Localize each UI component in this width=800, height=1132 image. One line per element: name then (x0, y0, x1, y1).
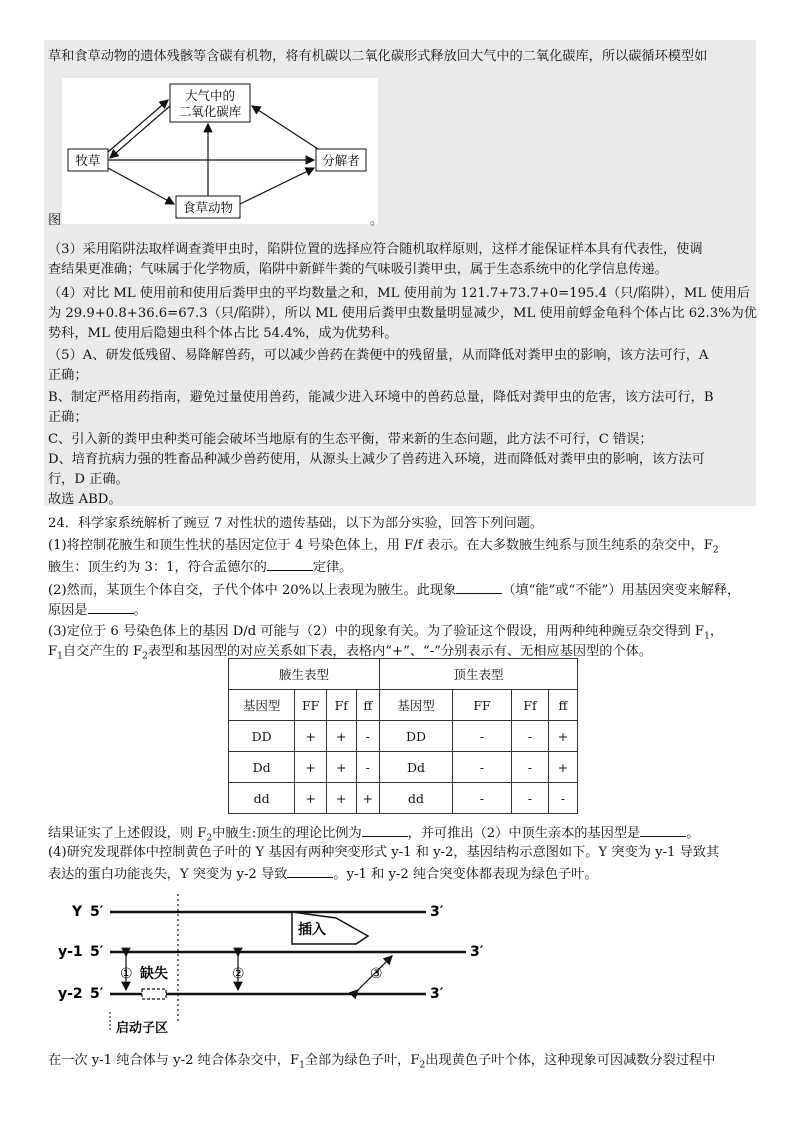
table-cell: + (295, 783, 327, 814)
table-cell: - (356, 721, 379, 752)
table-cell: + (549, 721, 578, 752)
decomposer-label: 分解者 (322, 153, 360, 168)
text-line: 腋生：顶生约为 3：1，符合孟德尔的 定律。 (48, 556, 756, 578)
text-line: $F_1$自交产生的 $F_2$表型和基因型的对应关系如下表，表格内“+”、“-”分别表示有、无相应基因型的个体。 (48, 644, 652, 662)
text-line: B、制定严格用药指南，避免过量使用兽药，能减少进入环境中的兽药总量，降低对粪甲虫的危害，该方法可行，B (48, 390, 714, 405)
three-prime: 3′ (470, 944, 484, 960)
answer-blank[interactable] (640, 822, 686, 837)
table-cell: - (549, 783, 578, 814)
table-cell: + (549, 752, 578, 783)
insertion-label: 插入 (298, 922, 326, 938)
answer-blank[interactable] (88, 599, 134, 614)
col-header: Ff (512, 690, 549, 721)
answer-blank[interactable] (456, 579, 502, 594)
text-line: D、培育抗病力强的牲畜品种减少兽药使用，从源头上减少了兽药进入环境，进而降低对粪甲虫的影响，该方法可 (48, 452, 705, 467)
text-line: (1)将控制花腋生和顶生性状的基因定位于 4 号染色体上，用 F/f 表示。在大多数腋生纯系与顶生纯系的杂交中，$F_2$ (48, 538, 719, 556)
text-line: (4)研究发现群体中控制黄色子叶的 Y 基因有两种突变形式 y-1 和 y-2，基因结构示意图如下。Y 突变为 y-1 导致其 (48, 845, 720, 860)
genotype-label: 基因型 (229, 690, 295, 721)
col-header: ff (549, 690, 578, 721)
col-header: ff (356, 690, 379, 721)
text-line: 结果证实了上述假设，则 $F_2$中腋生:顶生的理论比例为 ，并可推出（2）中顶生亲本的基因型是 。 (48, 822, 756, 849)
gene-structure-diagram (56, 892, 496, 1042)
text-line: （4）对比 ML 使用前和使用后粪甲虫的平均数量之和，ML 使用前为 121.7+73.7+0=195.4（只/陷阱），ML 使用后 (48, 286, 750, 301)
table-cell: dd (380, 783, 453, 814)
label-y2: y-2 (58, 986, 83, 1002)
genotype-label: 基因型 (380, 690, 453, 721)
five-prime: 5′ (90, 944, 104, 960)
atmosphere-label-2: 二氧化碳库 (178, 104, 242, 119)
table-cell: + (326, 783, 356, 814)
herbivore-label: 食草动物 (182, 200, 234, 215)
text-line: 查结果更准确；气味属于化学物质，陷阱中新鲜牛粪的气味吸引粪甲虫，属于生态系统中的化学信息传递。 (48, 262, 668, 277)
diagram-prefix: 图 (48, 213, 62, 228)
header-terminal: 顶生表型 (380, 659, 578, 690)
table-row (229, 752, 578, 783)
circle-2: ② (232, 966, 245, 982)
header-axillary: 腋生表型 (229, 659, 380, 690)
table-cell: + (326, 721, 356, 752)
table-cell: Dd (229, 752, 295, 783)
text-line: 表达的蛋白功能丧失，Y 突变为 y-2 导致 。y-1 和 y-2 纯合突变体都表现为绿色子叶。 (48, 863, 756, 885)
text-line: 在一次 y-1 纯合体与 y-2 纯合体杂交中，$F_1$全部为绿色子叶，$F_2$出现黄色子叶个体，这种现象可因减数分裂过程中 (48, 1053, 716, 1071)
grass-label: 牧草 (75, 153, 101, 168)
circle-1: ① (120, 966, 133, 982)
table-cell: - (512, 783, 549, 814)
text-line: 草和食草动物的遗体残骸等含碳有机物，将有机碳以二氧化碳形式释放回大气中的二氧化碳库，所以碳循环模型如 (48, 49, 708, 64)
text-line: (3)定位于 6 号染色体上的基因 D/d 可能与（2）中的现象有关。为了验证这个假设，用两种纯种豌豆杂交得到 $F_1$， (48, 624, 724, 642)
circle-3: ③ (370, 966, 383, 982)
deletion-label: 缺失 (140, 966, 168, 982)
table-row (229, 783, 578, 814)
label-y1: y-1 (58, 944, 83, 960)
text-line: 正确； (48, 368, 88, 383)
table-cell: + (295, 752, 327, 783)
table-cell: - (453, 752, 512, 783)
table-cell: dd (229, 783, 295, 814)
table-cell: - (512, 721, 549, 752)
promoter-label: 启动子区 (116, 1021, 169, 1036)
text-line: 势科，ML 使用后隐翅虫科个体占比 54.4%，成为优势科。 (48, 326, 398, 341)
col-header: Ff (326, 690, 356, 721)
atmosphere-label-1: 大气中的 (184, 88, 236, 103)
answer-blank[interactable] (362, 822, 408, 837)
genotype-table (228, 658, 578, 814)
table-cell: - (356, 752, 379, 783)
table-cell: DD (229, 721, 295, 752)
text-line: （5）A、研发低残留、易降解兽药，可以减少兽药在粪便中的残留量，从而降低对粪甲虫的影响，该方法可行，A (48, 348, 709, 363)
text-line: 为 29.9+0.8+36.6=67.3（只/陷阱），所以 ML 使用后粪甲虫数量明显减少，ML 使用前蜉金龟科个体占比 62.3%为优 (48, 306, 757, 321)
question-24-intro: 24．科学家系统解析了豌豆 7 对性状的遗传基础，以下为部分实验，回答下列问题。 (48, 516, 544, 531)
answer-blank[interactable] (287, 863, 333, 878)
carbon-cycle-diagram (62, 78, 378, 224)
five-prime: 5′ (90, 904, 104, 920)
diagram-suffix: 。 (370, 213, 384, 228)
table-row (229, 721, 578, 752)
col-header: FF (295, 690, 327, 721)
table-cell: + (326, 752, 356, 783)
table-cell: - (453, 721, 512, 752)
table-cell: - (453, 783, 512, 814)
three-prime: 3′ (430, 986, 444, 1002)
deletion-box (142, 989, 166, 999)
five-prime: 5′ (90, 986, 104, 1002)
text-line: 故选 ABD。 (48, 492, 122, 507)
label-Y: Y (72, 904, 83, 920)
text-line: （3）采用陷阱法取样调查粪甲虫时，陷阱位置的选择应符合随机取样原则，这样才能保证样本具有代表性，使调 (48, 242, 703, 257)
text-line: (2)然而，某顶生个体自交，子代个体中 20%以上表现为腋生。此现象 （填“能”或“不能”）用基因突变来解释， (48, 579, 756, 601)
table-cell: Dd (380, 752, 453, 783)
three-prime: 3′ (430, 904, 444, 920)
col-header: FF (453, 690, 512, 721)
text-line: C、引入新的粪甲虫种类可能会破坏当地原有的生态平衡，带来新的生态问题，此方法不可行，C 错误； (48, 432, 653, 447)
table-cell: + (295, 721, 327, 752)
text-line: 行，D 正确。 (48, 472, 129, 487)
text-line: 原因是 。 (48, 599, 756, 621)
table-cell: DD (380, 721, 453, 752)
table-cell: + (356, 783, 379, 814)
answer-blank[interactable] (267, 556, 313, 571)
text-line: 正确； (48, 410, 88, 425)
table-cell: - (512, 752, 549, 783)
